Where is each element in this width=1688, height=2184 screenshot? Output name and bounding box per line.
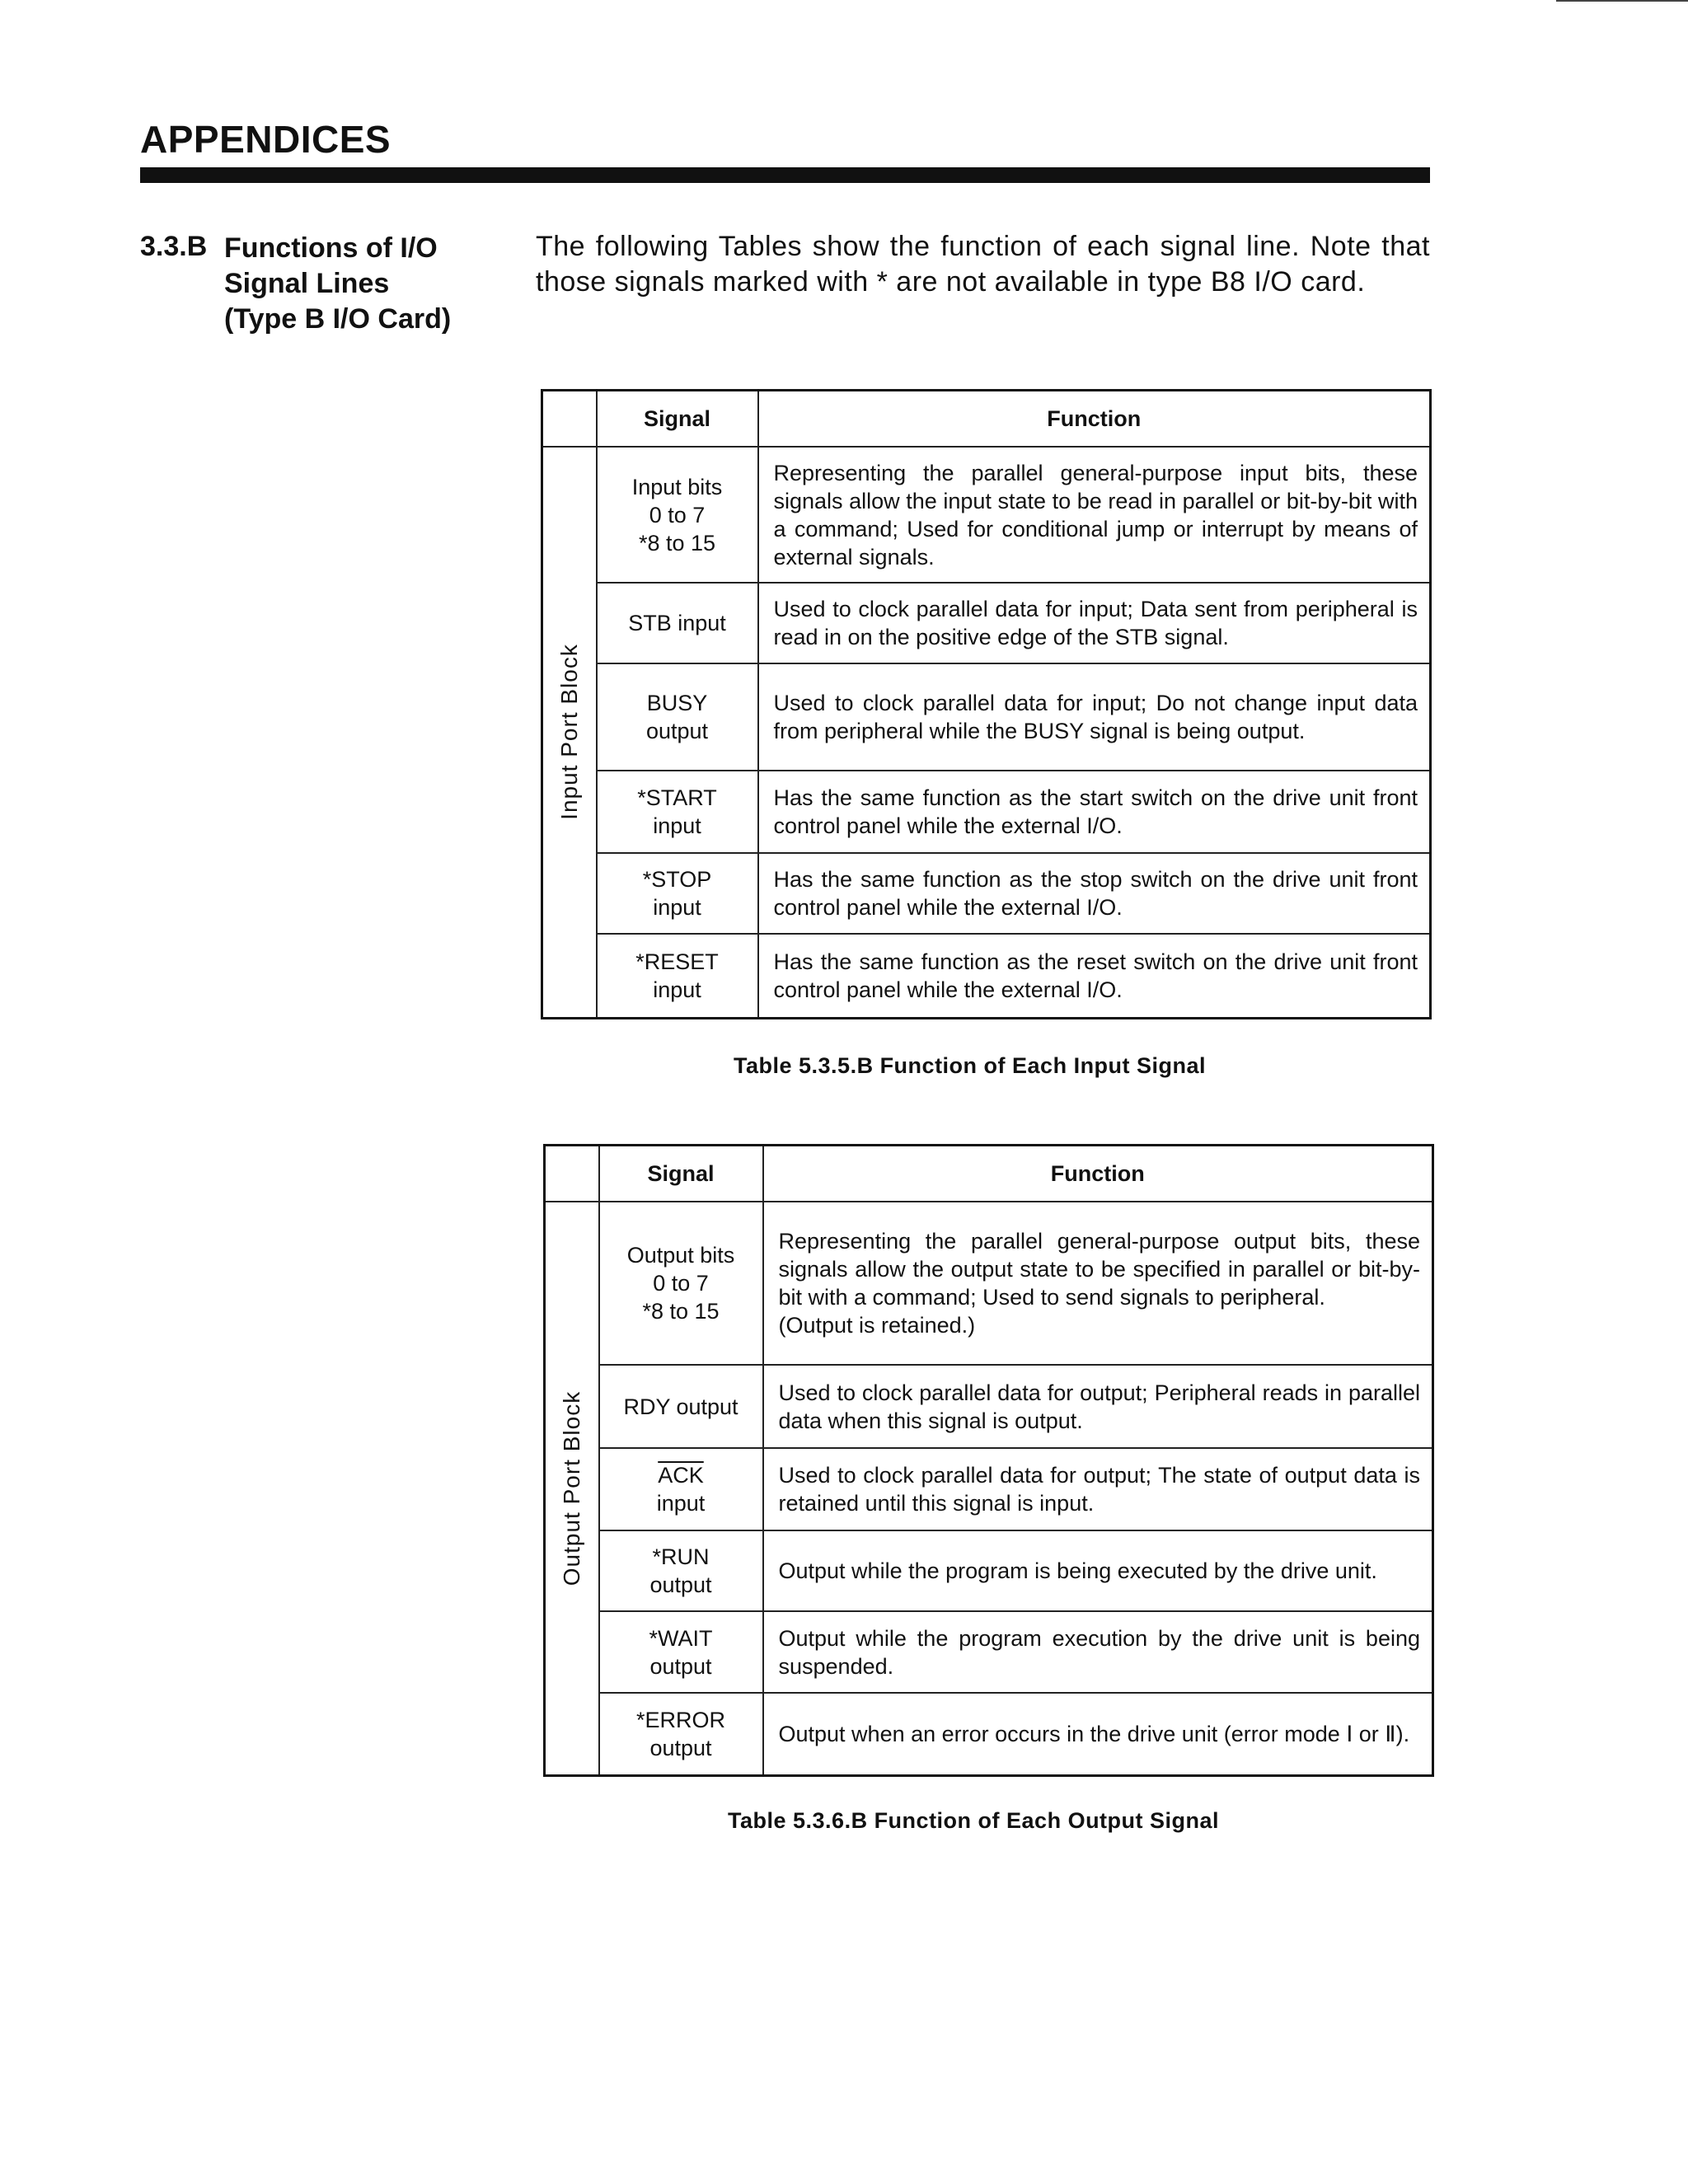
signal-cell xyxy=(599,1365,763,1448)
section-title-line: (Type B I/O Card) xyxy=(224,303,452,335)
table-caption-input: Table 5.3.5.B Function of Each Input Signal xyxy=(734,1053,1207,1078)
signal-line: *RESET xyxy=(635,949,719,974)
function-cell: Output while the program execution by the drive unit is being suspended. xyxy=(763,1611,1433,1693)
signal-line: *8 to 15 xyxy=(638,530,716,555)
side-label-cell xyxy=(542,447,597,1018)
ack-suffix-text: input xyxy=(656,1491,706,1516)
table-row xyxy=(542,583,1431,663)
table-row xyxy=(545,1611,1433,1693)
header-signal: Signal xyxy=(597,391,758,448)
section-title-line: Functions of I/O xyxy=(224,232,438,264)
function-cell: Used to clock parallel data for output; Peripheral reads in parallel data when this signal is output. xyxy=(763,1365,1433,1448)
table-header-row xyxy=(542,391,1431,448)
signal-line: input xyxy=(653,813,701,838)
signal-line: output xyxy=(649,1572,712,1597)
signal-line: output xyxy=(649,1735,712,1760)
table-row xyxy=(542,447,1431,583)
signal-cell xyxy=(599,1693,763,1775)
function-cell xyxy=(763,1202,1433,1365)
signal-cell xyxy=(597,934,758,1018)
signal-cell xyxy=(597,583,758,663)
table-row xyxy=(542,934,1431,1018)
signal-cell xyxy=(597,663,758,771)
signal-line: input xyxy=(653,895,701,920)
signal-line: RDY output xyxy=(623,1394,738,1419)
table-row xyxy=(545,1448,1433,1530)
section-intro: The following Tables show the function of each signal line. Note that those signals marked with * are not available in type B8 I/O card. xyxy=(536,231,1430,298)
signal-line: output xyxy=(645,719,709,743)
signal-line: *WAIT xyxy=(649,1625,713,1651)
function-cell: Output when an error occurs in the drive unit (error mode Ⅰ or Ⅱ). xyxy=(763,1693,1433,1775)
function-cell: Has the same function as the stop switch on the drive unit front control panel while the external I/O. xyxy=(758,853,1431,934)
section-title xyxy=(224,231,451,337)
signal-cell xyxy=(599,1448,763,1530)
signal-line: *RUN xyxy=(652,1544,710,1569)
table-header-row xyxy=(545,1146,1433,1202)
header-function: Function xyxy=(763,1146,1433,1202)
signal-cell xyxy=(599,1530,763,1611)
output-signal-table xyxy=(543,1144,1434,1777)
signal-line xyxy=(600,1461,762,1517)
signal-cell xyxy=(597,447,758,583)
table-row xyxy=(542,853,1431,934)
signal-line: Output bits xyxy=(626,1243,735,1268)
side-label-cell xyxy=(545,1202,599,1775)
function-cell: Used to clock parallel data for output; The state of output data is retained until this signal is input. xyxy=(763,1448,1433,1530)
function-cell: Used to clock parallel data for input; Data sent from peripheral is read in on the positive edge of the STB signal. xyxy=(758,583,1431,663)
signal-line: output xyxy=(649,1653,712,1679)
signal-line: *START xyxy=(637,785,717,810)
table-caption-output: Table 5.3.6.B Function of Each Output Signal xyxy=(728,1808,1220,1833)
signal-line: *STOP xyxy=(642,867,712,892)
table-row xyxy=(542,771,1431,853)
function-text: Representing the parallel general-purpose output bits, these signals allow the output state to be specified in parallel or bit-by-bit with a command; Used to send signals to peripheral. xyxy=(778,1229,1420,1310)
signal-cell xyxy=(597,771,758,853)
side-label-output: Output Port Block xyxy=(558,1390,584,1586)
signal-line: STB input xyxy=(628,611,726,635)
signal-line: *8 to 15 xyxy=(642,1299,720,1324)
heading-bar xyxy=(140,167,1430,183)
header-blank xyxy=(545,1146,599,1202)
table-row xyxy=(545,1202,1433,1365)
signal-cell xyxy=(597,853,758,934)
table-row xyxy=(545,1365,1433,1448)
signal-line: 0 to 7 xyxy=(653,1271,709,1296)
header-function: Function xyxy=(758,391,1431,448)
signal-line: *ERROR xyxy=(635,1707,725,1732)
header-signal: Signal xyxy=(599,1146,763,1202)
table-row xyxy=(542,663,1431,771)
function-note: (Output is retained.) xyxy=(778,1313,976,1338)
signal-cell xyxy=(599,1611,763,1693)
side-label-input: Input Port Block xyxy=(556,644,582,821)
ack-overline-text: $\overline{ACK}$ xyxy=(658,1463,704,1488)
top-edge-rule xyxy=(1556,0,1688,2)
signal-line: Input bits xyxy=(631,474,723,499)
input-signal-table xyxy=(541,389,1432,1019)
section-number: 3.3.B xyxy=(140,231,208,262)
function-cell: Has the same function as the reset switch on the drive unit front control panel while the external I/O. xyxy=(758,934,1431,1018)
table-row xyxy=(545,1693,1433,1775)
signal-line: 0 to 7 xyxy=(649,502,706,527)
function-cell: Has the same function as the start switch on the drive unit front control panel while the external I/O. xyxy=(758,771,1431,853)
signal-cell xyxy=(599,1202,763,1365)
page-heading: APPENDICES xyxy=(140,118,392,161)
function-cell: Output while the program is being executed by the drive unit. xyxy=(763,1530,1433,1611)
signal-line: BUSY xyxy=(646,691,708,715)
signal-line: input xyxy=(653,977,701,1002)
section-title-line: Signal Lines xyxy=(224,268,390,299)
header-blank xyxy=(542,391,597,448)
function-cell: Representing the parallel general-purpose input bits, these signals allow the input state to be read in parallel or bit-by-bit with a command; Used for conditional jump or interrupt by means of external signals. xyxy=(758,447,1431,583)
table-row xyxy=(545,1530,1433,1611)
function-cell: Used to clock parallel data for input; Do not change input data from peripheral while the BUSY signal is being output. xyxy=(758,663,1431,771)
